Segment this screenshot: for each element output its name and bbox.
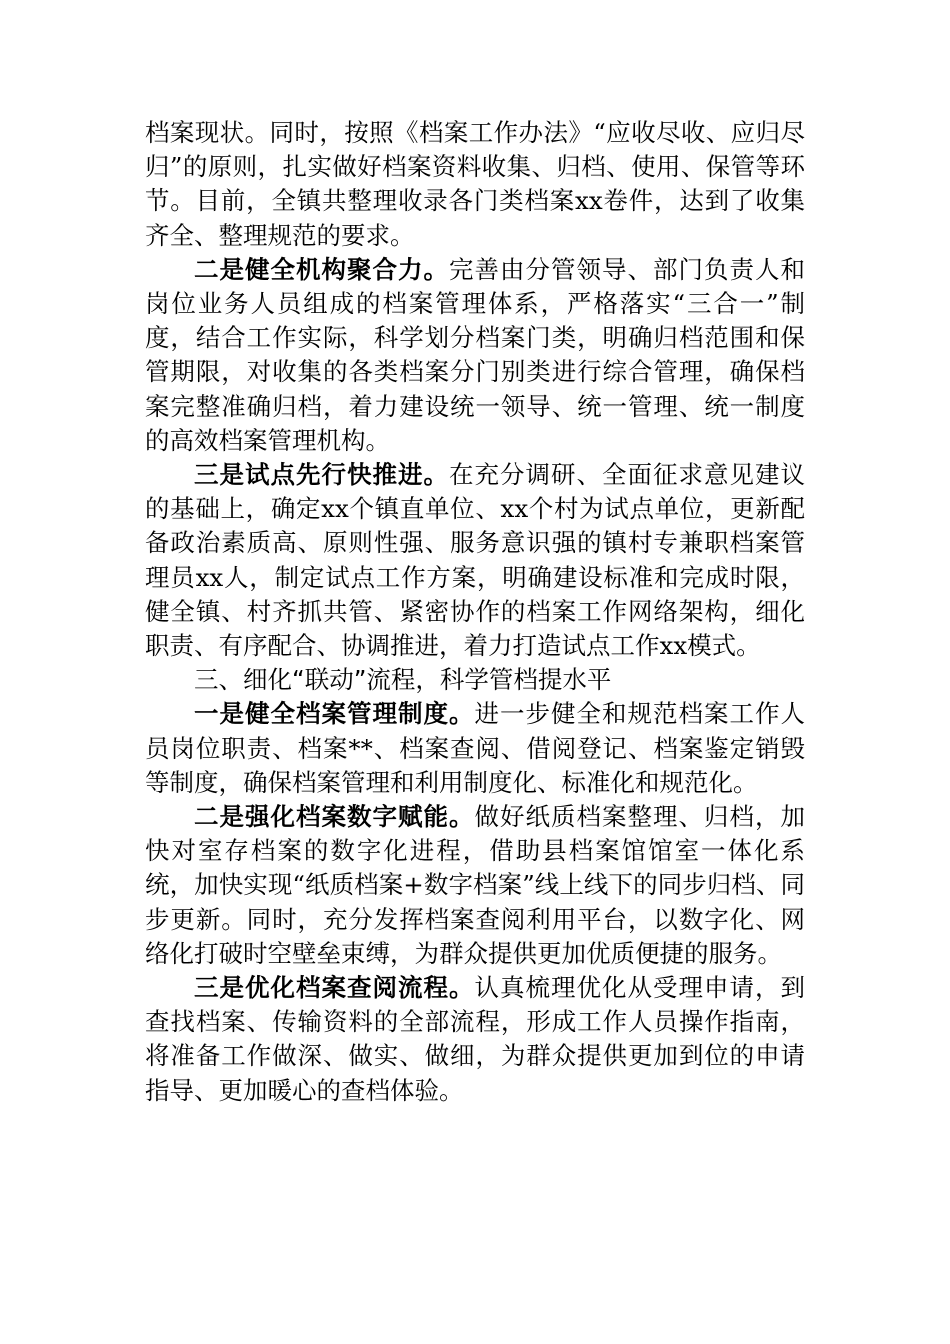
paragraph-process (145, 971, 805, 1108)
paragraph-continuation (145, 116, 805, 253)
paragraph-text: 档案现状。同时，按照《档案工作办法》“应收尽收、应归尽归”的原则，扎实做好档案资料收集、归档、使用、保管等环节。目前，全镇共整理收录各门类档案xx卷件，达到了收集齐全、整理规范的要求。 (145, 118, 805, 250)
paragraph-lead: 三是试点先行快推进。 (194, 460, 449, 490)
paragraph-institution (145, 253, 805, 458)
paragraph-pilot (145, 458, 805, 663)
paragraph-text: 做好纸质档案整理、归档，加快对室存档案的数字化进程，借助县档案馆馆室一体化系统，加快实现“纸质档案+数字档案”线上线下的同步归档、同步更新。同时，充分发挥档案查阅利用平台，以数字化、网络化打破时空壁垒束缚，为群众提供更加优质便捷的服务。 (145, 802, 805, 968)
section-heading: 三、细化“联动”流程，科学管档提水平 (194, 665, 612, 695)
paragraph-lead: 二是健全机构聚合力。 (194, 254, 449, 284)
paragraph-digital (145, 800, 805, 971)
paragraph-system (145, 697, 805, 800)
paragraph-text: 进一步健全和规范档案工作人员岗位职责、档案**、档案查阅、借阅登记、档案鉴定销毁等制度，确保档案管理和利用制度化、标准化和规范化。 (145, 699, 805, 797)
paragraph-lead: 一是健全档案管理制度。 (194, 699, 475, 729)
paragraph-lead: 二是强化档案数字赋能。 (194, 802, 475, 832)
paragraph-lead: 三是优化档案查阅流程。 (194, 973, 475, 1003)
document-body (145, 116, 805, 1108)
paragraph-text: 认真梳理优化从受理申请，到查找档案、传输资料的全部流程，形成工作人员操作指南，将准备工作做深、做实、做细，为群众提供更加到位的申请指导、更加暖心的查档体验。 (145, 973, 805, 1105)
paragraph-text: 在充分调研、全面征求意见建议的基础上，确定xx个镇直单位、xx个村为试点单位，更新配备政治素质高、原则性强、服务意识强的镇村专兼职档案管理员xx人，制定试点工作方案，明确建设标准和完成时限，健全镇、村齐抓共管、紧密协作的档案工作网络架构，细化职责、有序配合、协调推进，着力打造试点工作xx模式。 (145, 460, 805, 661)
paragraph-text: 完善由分管领导、部门负责人和岗位业务人员组成的档案管理体系，严格落实“三合一”制度，结合工作实际，科学划分档案门类，明确归档范围和保管期限，对收集的各类档案分门别类进行综合管理，确保档案完整准确归档，着力建设统一领导、统一管理、统一制度的高效档案管理机构。 (145, 254, 805, 455)
